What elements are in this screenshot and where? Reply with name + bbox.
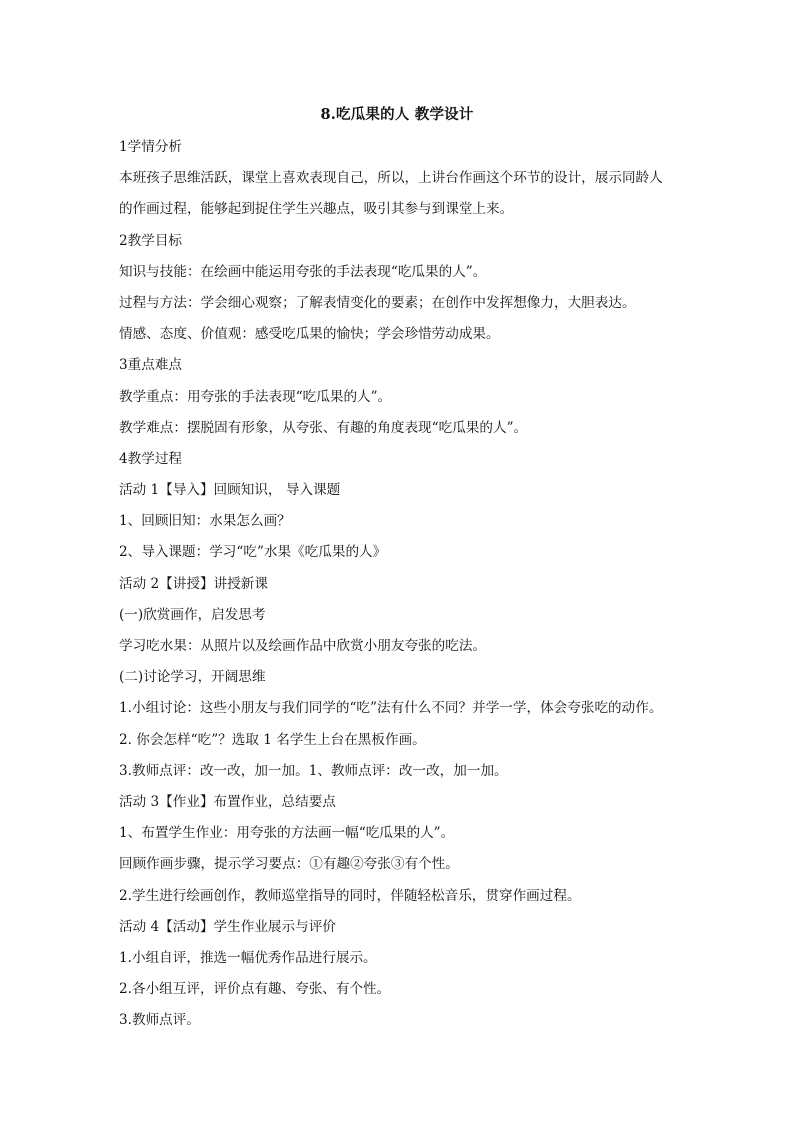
activity-subheading: (二)讨论学习，开阔思维 — [119, 669, 266, 686]
activity-step: 1.小组自评，推选一幅优秀作品进行展示。 — [119, 949, 377, 966]
section-heading-key-points: 3重点难点 — [119, 357, 183, 374]
activity-4-heading: 活动 4【活动】学生作业展示与评价 — [119, 918, 336, 935]
section-heading-learner-analysis: 1学情分析 — [119, 139, 183, 155]
activity-step: 1.小组讨论：这些小朋友与我们同学的“吃”法有什么不同？并学一学，体会夸张吃的动作。 — [119, 700, 663, 717]
key-point: 教学重点：用夸张的手法表现“吃瓜果的人”。 — [119, 388, 392, 405]
goal-knowledge-skills: 知识与技能：在绘画中能运用夸张的手法表现“吃瓜果的人”。 — [119, 263, 487, 280]
activity-step: 1、回顾旧知：水果怎么画？ — [119, 513, 291, 530]
document-title: 8.吃瓜果的人 教学设计 — [320, 106, 474, 123]
goal-emotion-values: 情感、态度、价值观：感受吃瓜果的愉快；学会珍惜劳动成果。 — [119, 326, 500, 343]
activity-1-heading: 活动 1【导入】回顾知识， 导入课题 — [119, 482, 341, 499]
goal-process-methods: 过程与方法：学会细心观察；了解表情变化的要素；在创作中发挥想像力，大胆表达。 — [119, 294, 636, 311]
activity-subheading: (一)欣赏画作，启发思考 — [119, 606, 266, 623]
activity-step: 3.教师点评：改一改，加一加。1、教师点评：改一改，加一加。 — [119, 762, 508, 779]
activity-step: 2.各小组互评，评价点有趣、夸张、有个性。 — [119, 981, 391, 998]
activity-step: 回顾作画步骤，提示学习要点：①有趣②夸张③有个性。 — [119, 856, 459, 873]
activity-step: 2、导入课题：学习“吃”水果《吃瓜果的人》 — [119, 544, 387, 561]
paragraph-line: 本班孩子思维活跃，课堂上喜欢表现自己，所以，上讲台作画这个环节的设计，展示同龄人 — [119, 170, 663, 187]
difficult-point: 教学难点：摆脱固有形象，从夸张、有趣的角度表现“吃瓜果的人”。 — [119, 419, 528, 436]
activity-step: 3.教师点评。 — [119, 1012, 200, 1029]
activity-2-heading: 活动 2【讲授】讲授新课 — [119, 575, 268, 592]
activity-step: 学习吃水果：从照片以及绘画作品中欣赏小朋友夸张的吃法。 — [119, 638, 487, 654]
activity-step: 2.学生进行绘画创作，教师巡堂指导的同时，伴随轻松音乐，贯穿作画过程。 — [119, 887, 581, 904]
document-body — [119, 132, 679, 1036]
section-heading-teaching-process: 4教学过程 — [119, 450, 183, 467]
section-heading-teaching-goals: 2教学目标 — [119, 232, 183, 249]
activity-step: 2. 你会怎样“吃”？选取 1 名学生上台在黑板作画。 — [119, 731, 426, 748]
paragraph-line: 的作画过程，能够起到捉住学生兴趣点，吸引其参与到课堂上来。 — [119, 201, 514, 218]
activity-3-heading: 活动 3【作业】布置作业，总结要点 — [119, 793, 336, 810]
activity-step: 1、布置学生作业：用夸张的方法画一幅“吃瓜果的人”。 — [119, 825, 455, 842]
